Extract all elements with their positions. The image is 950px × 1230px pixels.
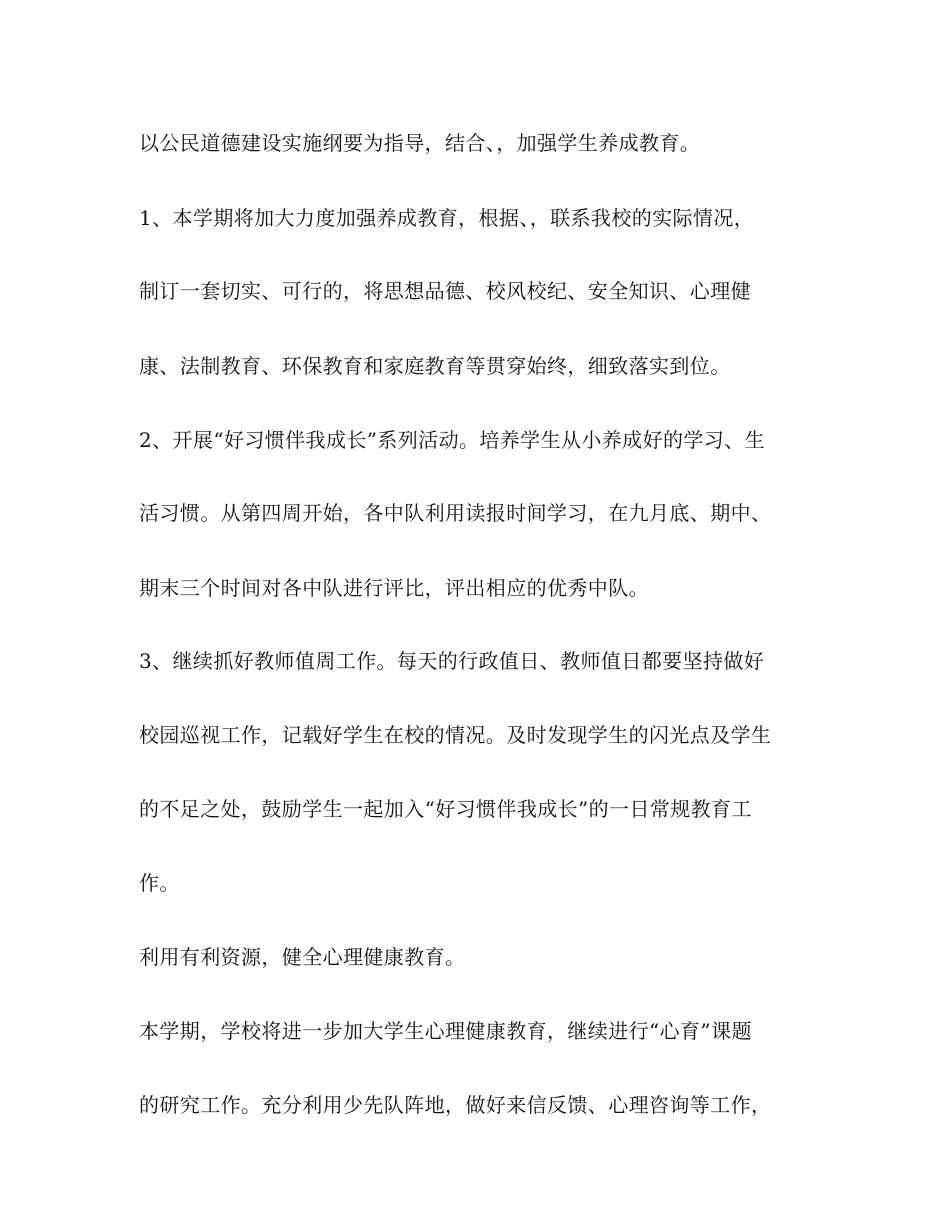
text-line: 的不足之处，鼓励学生一起加入“好习惯伴我成长”的一日常规教育工 [139,797,752,821]
section-heading: 利用有利资源，健全心理健康教育。 [139,945,466,969]
text-line: 活习惯。从第四周开始，各中队利用读报时间学习，在九月底、期中、 [139,501,772,525]
text-line: 康、法制教育、环保教育和家庭教育等贯穿始终，细致落实到位。 [139,354,731,378]
text-line: 期末三个时间对各中队进行评比，评出相应的优秀中队。 [139,576,649,600]
text-line: 以公民道德建设实施纲要为指导，结合、，加强学生养成教育。 [139,131,701,155]
text-line: 的研究工作。充分利用少先队阵地，做好来信反馈、心理咨询等工作， [139,1093,772,1117]
text-line: 3、继续抓好教师值周工作。每天的行政值日、教师值日都要坚持做好 [139,649,765,673]
text-line: 校园巡视工作，记载好学生在校的情况。及时发现学生的闪光点及学生 [139,723,772,747]
text-line: 2、开展“好习惯伴我成长”系列活动。培养学生从小养成好的学习、生 [139,428,765,452]
text-line: 制订一套切实、可行的，将思想品德、校风校纪、安全知识、心理健 [139,279,751,303]
text-line: 1、本学期将加大力度加强养成教育，根据、，联系我校的实际情况， [139,206,755,230]
text-line: 作。 [139,871,180,895]
text-line: 本学期，学校将进一步加大学生心理健康教育，继续进行“心育”课题 [139,1019,752,1043]
